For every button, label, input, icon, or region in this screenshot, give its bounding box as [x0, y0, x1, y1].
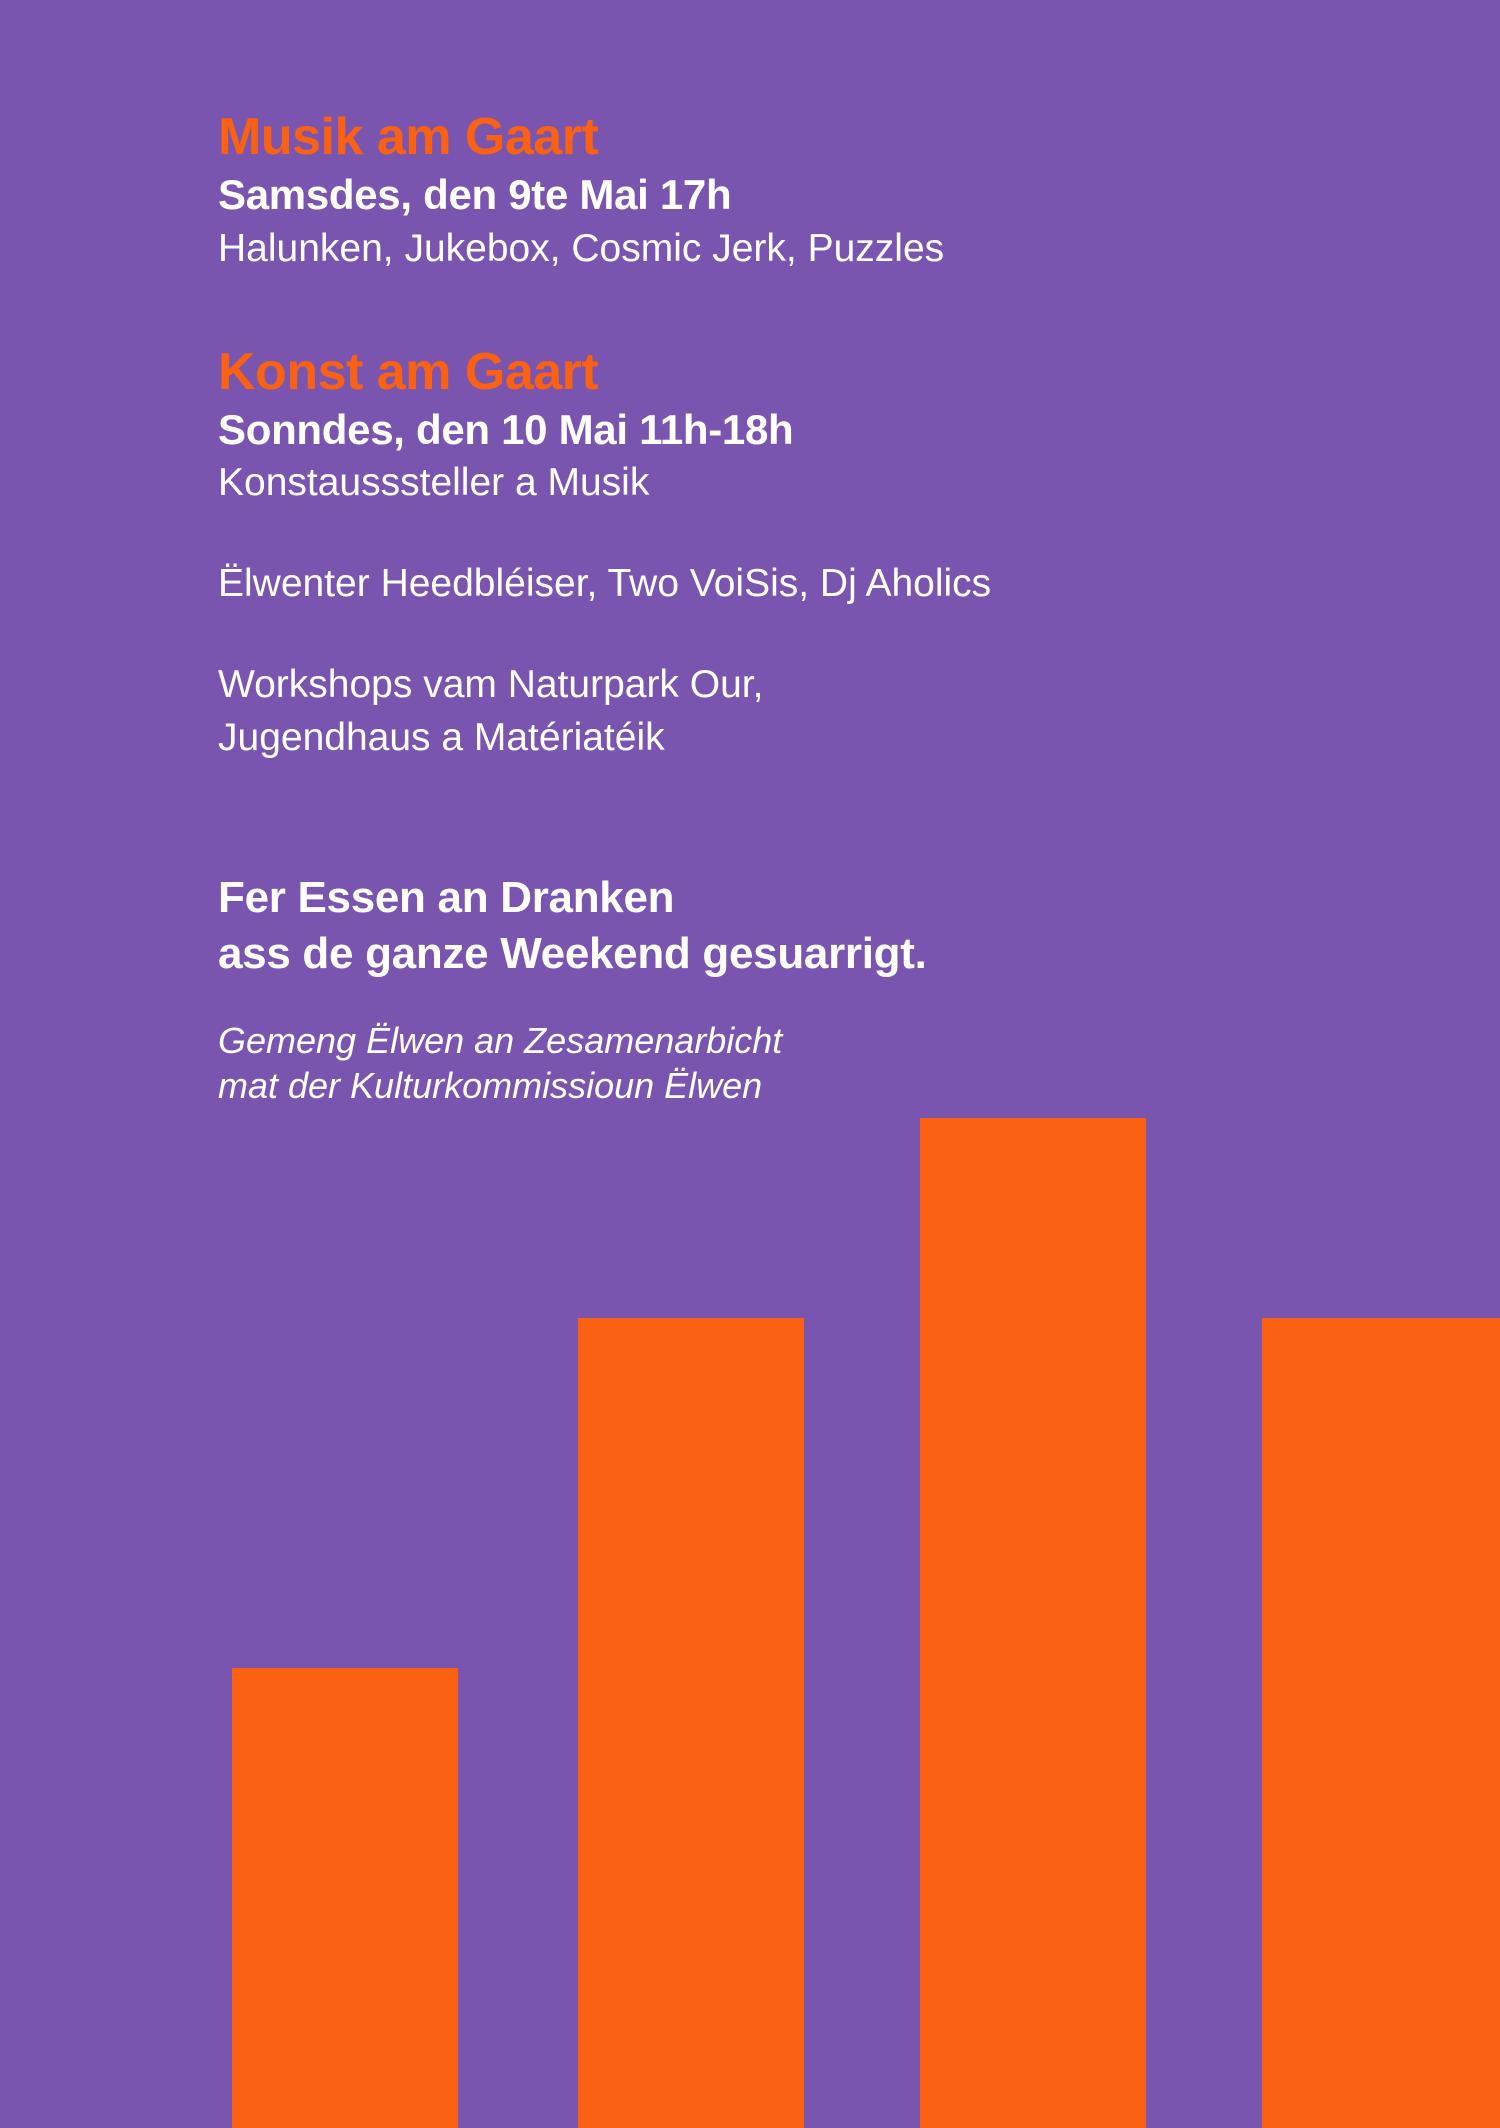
bar-segment: [920, 1118, 1146, 2128]
credits-line-1: Gemeng Ëlwen an Zesamenarbicht: [218, 1020, 783, 1062]
spacer: [218, 762, 1500, 870]
bar-segment: [1262, 1318, 1500, 2128]
spacer: [218, 982, 1500, 1018]
statement-block: [218, 870, 1500, 983]
statement-line-1: Fer Essen an Dranken: [218, 872, 675, 922]
event-detail: Konstausssteller a Musik: [218, 461, 650, 505]
event-detail: Jugendhaus a Matériatéik: [218, 715, 665, 759]
bar-segment: [232, 1668, 458, 2128]
credits-line-2: mat der Kulturkommissioun Ëlwen: [218, 1065, 763, 1107]
event-detail: Workshops vam Naturpark Our,: [218, 662, 764, 706]
bar-segment: [578, 1318, 804, 2128]
spacer: [218, 507, 1500, 555]
statement-line-2: ass de ganze Weekend gesuarrigt.: [218, 928, 927, 978]
event-block-art: [218, 343, 1500, 762]
event-block-music: [218, 108, 1500, 273]
event-detail: Halunken, Jukebox, Cosmic Jerk, Puzzles: [218, 226, 945, 270]
spacer: [218, 608, 1500, 656]
spacer: [218, 273, 1500, 343]
decorative-bar-graphic: [0, 1308, 1500, 2128]
event-date: Samsdes, den 9te Mai 17h: [218, 171, 732, 219]
credits-block: [218, 1018, 1500, 1108]
event-title: Konst am Gaart: [218, 342, 599, 401]
event-title: Musik am Gaart: [218, 108, 599, 166]
event-date: Sonndes, den 10 Mai 11h-18h: [218, 405, 794, 453]
event-detail: Ëlwenter Heedbléiser, Two VoiSis, Dj Aholics: [218, 562, 992, 606]
